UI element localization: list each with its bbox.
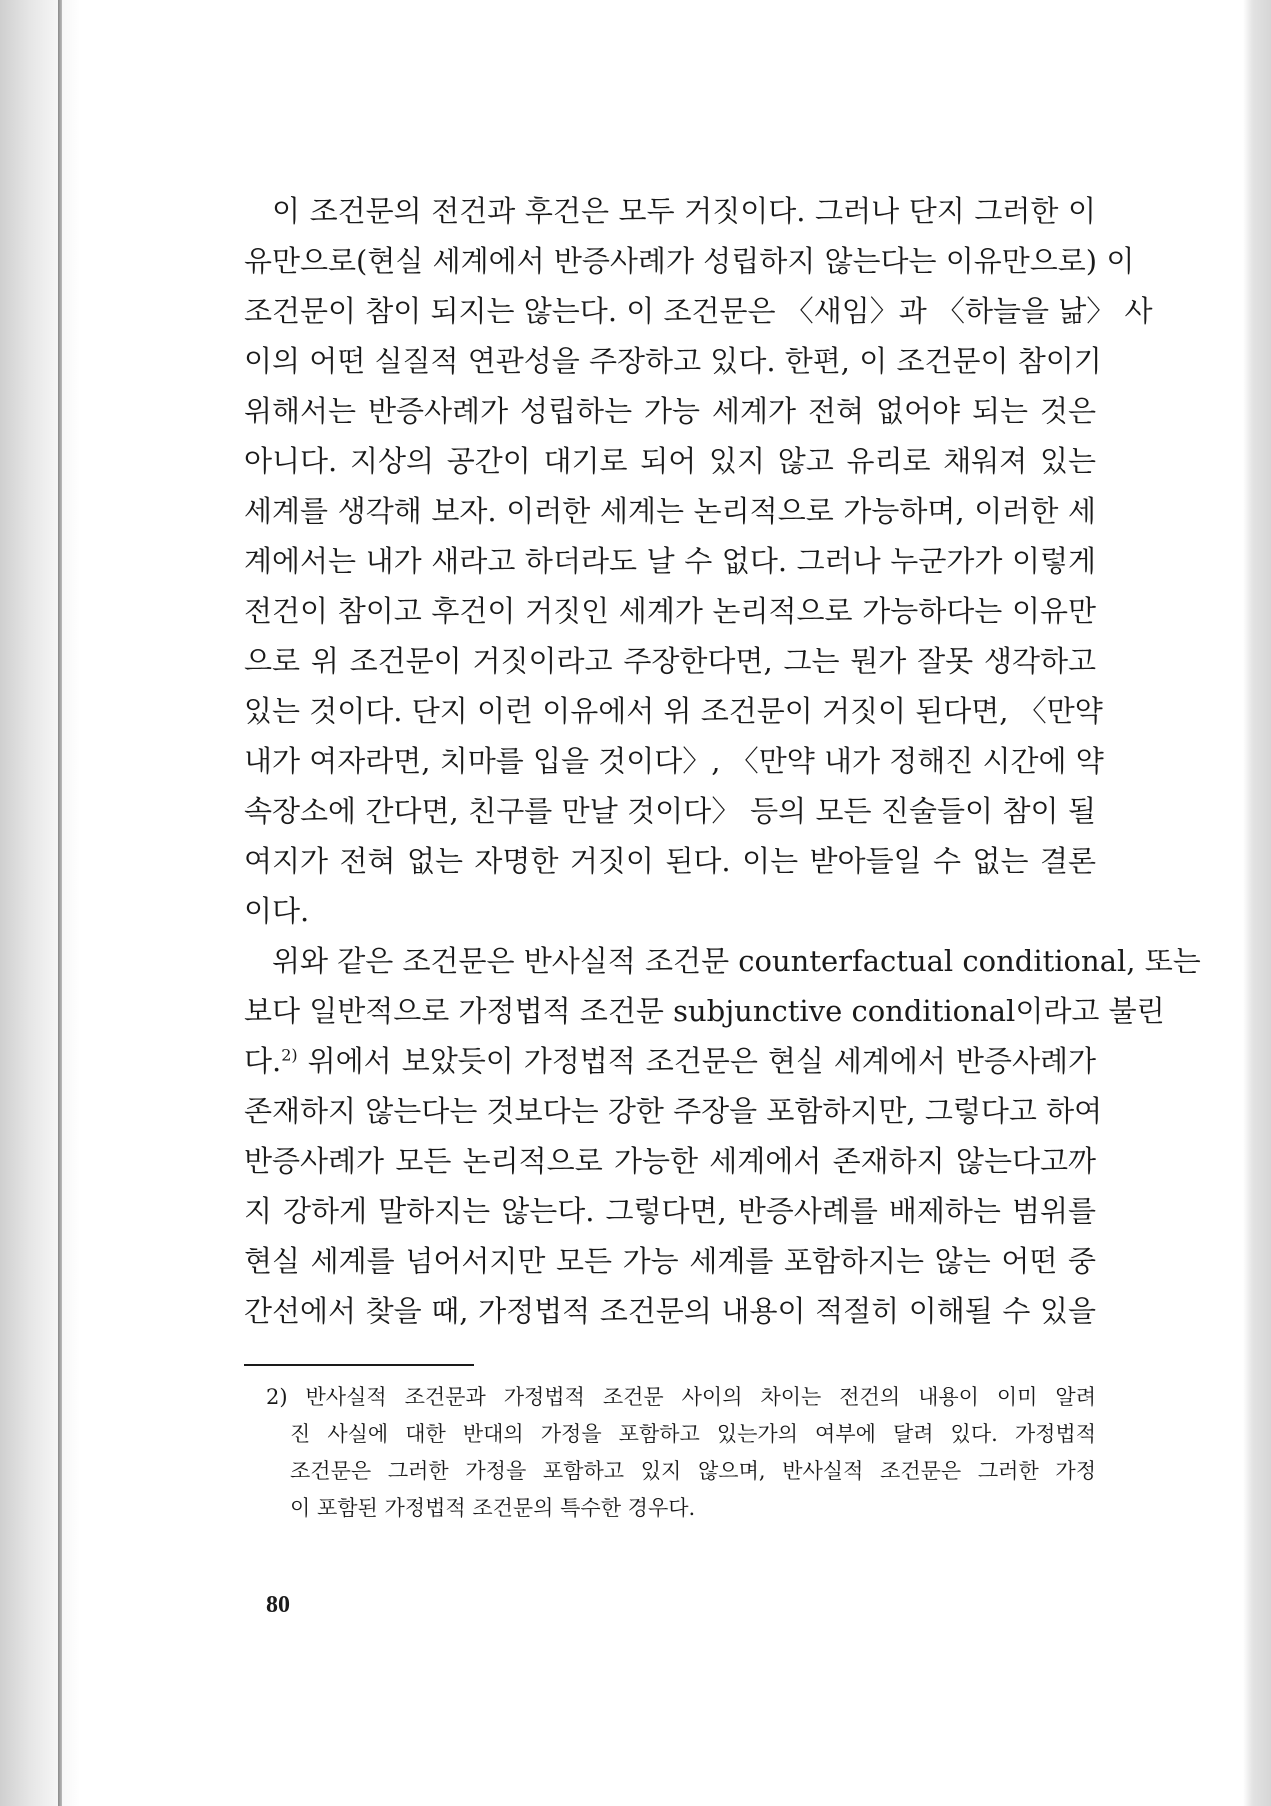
text-line: 속장소에 간다면, 친구를 만날 것이다〉 등의 모든 진술들이 참이 될 <box>244 794 1096 828</box>
text-line: 지 강하게 말하지는 않는다. 그렇다면, 반증사례를 배제하는 범위를 <box>244 1194 1096 1228</box>
page-body <box>244 186 1201 1336</box>
footnote-reference[interactable]: 2) <box>281 1045 298 1065</box>
paragraph-1 <box>244 186 1153 936</box>
text-line: 이다. <box>244 894 310 928</box>
footnote-block <box>266 1379 1096 1527</box>
text-line: 조건문이 참이 되지는 않는다. 이 조건문은 〈새임〉과 〈하늘을 낢〉 사 <box>244 294 1153 328</box>
text-fragment: 위에서 보았듯이 가정법적 조건문은 현실 세계에서 반증사례가 <box>297 1044 1096 1078</box>
text-line: 세계를 생각해 보자. 이러한 세계는 논리적으로 가능하며, 이러한 세 <box>244 494 1096 528</box>
text-line: 이의 어떤 실질적 연관성을 주장하고 있다. 한편, 이 조건문이 참이기 <box>244 344 1102 378</box>
footnote-line: 이 포함된 가정법적 조건문의 특수한 경우다. <box>290 1496 696 1520</box>
footnote-line: 진 사실에 대한 반대의 가정을 포함하고 있는가의 여부에 달려 있다. 가정법적 <box>290 1422 1096 1446</box>
text-line: 이 조건문의 전건과 후건은 모두 거짓이다. 그러나 단지 그러한 이 <box>272 194 1096 228</box>
text-fragment: 다. <box>244 1044 282 1078</box>
text-line <box>244 1036 1096 1086</box>
text-line: 있는 것이다. 단지 이런 이유에서 위 조건문이 거짓이 된다면, 〈만약 <box>244 694 1103 728</box>
footnote-line: 2) 반사실적 조건문과 가정법적 조건문 사이의 차이는 전건의 내용이 이미 알려 <box>266 1385 1096 1409</box>
page-number: 80 <box>266 1592 290 1618</box>
footnote-divider <box>244 1364 474 1366</box>
text-line: 아니다. 지상의 공간이 대기로 되어 있지 않고 유리로 채워져 있는 <box>244 444 1096 478</box>
text-line: 위와 같은 조건문은 반사실적 조건문 counterfactual conditional, 또는 <box>272 944 1201 978</box>
text-line: 으로 위 조건문이 거짓이라고 주장한다면, 그는 뭔가 잘못 생각하고 <box>244 644 1096 678</box>
text-line: 유만으로(현실 세계에서 반증사례가 성립하지 않는다는 이유만으로) 이 <box>244 244 1135 278</box>
text-line: 반증사례가 모든 논리적으로 가능한 세계에서 존재하지 않는다고까 <box>244 1144 1096 1178</box>
text-line: 전건이 참이고 후건이 거짓인 세계가 논리적으로 가능하다는 이유만 <box>244 594 1096 628</box>
text-line: 위해서는 반증사례가 성립하는 가능 세계가 전혀 없어야 되는 것은 <box>244 394 1096 428</box>
book-edge-shadow <box>0 0 80 1806</box>
book-spine-line <box>58 0 62 1806</box>
text-line: 보다 일반적으로 가정법적 조건문 subjunctive conditional이라고 불린 <box>244 994 1165 1028</box>
text-line: 내가 여자라면, 치마를 입을 것이다〉, 〈만약 내가 정해진 시간에 약 <box>244 744 1104 778</box>
right-page-margin <box>1243 0 1271 1806</box>
footnote-line: 조건문은 그러한 가정을 포함하고 있지 않으며, 반사실적 조건문은 그러한 가정 <box>290 1459 1096 1483</box>
paragraph-2 <box>244 936 1201 1336</box>
text-line: 계에서는 내가 새라고 하더라도 날 수 없다. 그러나 누군가가 이렇게 <box>244 544 1096 578</box>
text-line: 간선에서 찾을 때, 가정법적 조건문의 내용이 적절히 이해될 수 있을 <box>244 1294 1096 1328</box>
text-line: 현실 세계를 넘어서지만 모든 가능 세계를 포함하지는 않는 어떤 중 <box>244 1244 1096 1278</box>
text-line: 여지가 전혀 없는 자명한 거짓이 된다. 이는 받아들일 수 없는 결론 <box>244 844 1096 878</box>
text-line: 존재하지 않는다는 것보다는 강한 주장을 포함하지만, 그렇다고 하여 <box>244 1094 1103 1128</box>
